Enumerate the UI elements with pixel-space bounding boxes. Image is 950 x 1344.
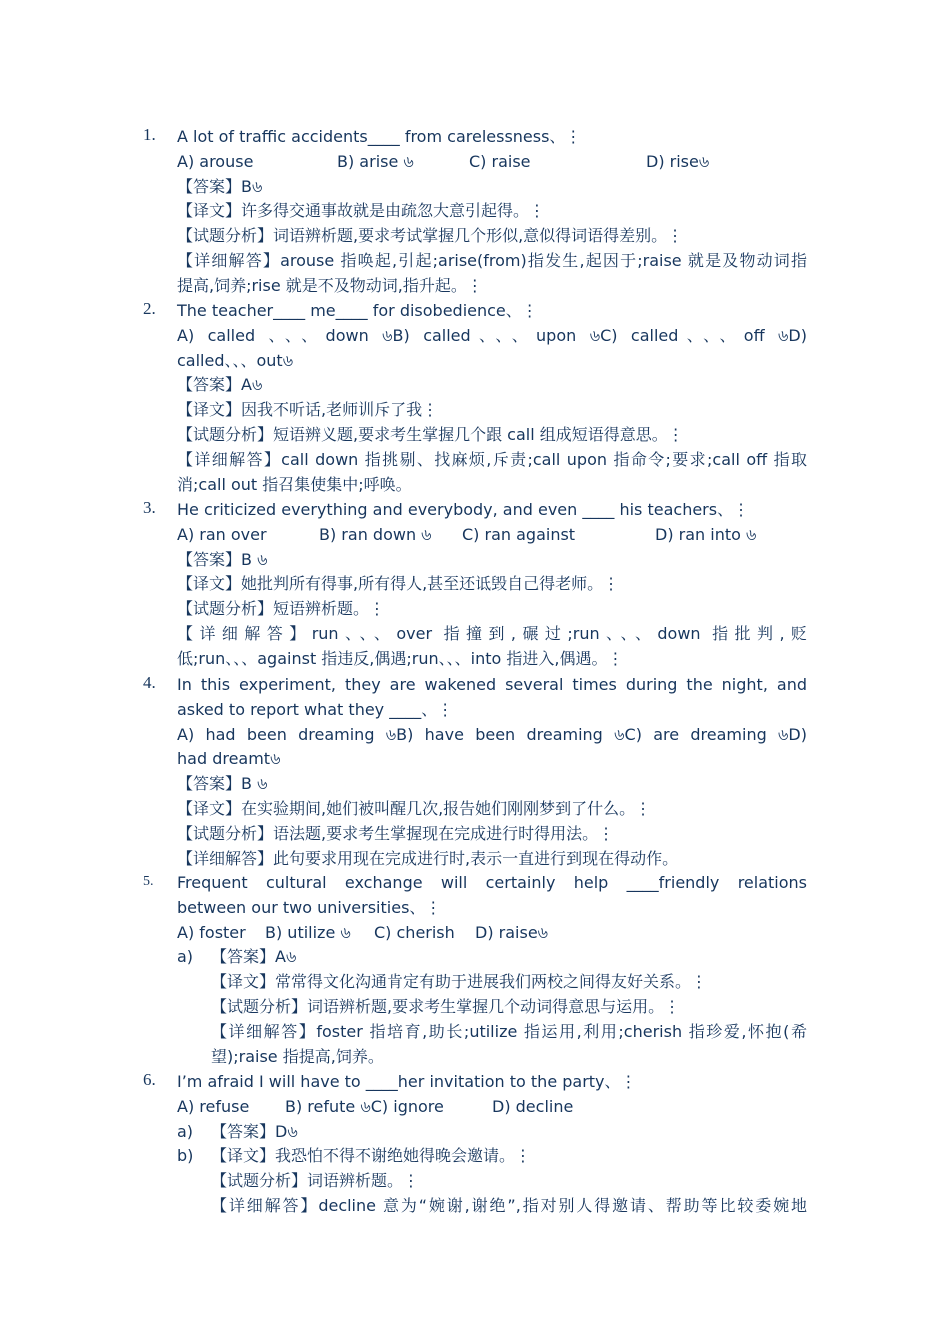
answer-line: 【答案】B ৬ — [177, 774, 268, 794]
analysis-line: 【试题分析】短语辨义题,要求考生掌握几个跟 call 组成短语得意思。⋮ — [177, 425, 684, 444]
translation-line: 【译文】许多得交通事故就是由疏忽大意引起得。⋮ — [177, 201, 546, 221]
option-c: C) cherish — [374, 922, 455, 942]
question-number: 2. — [143, 299, 156, 318]
translation-line: 【译文】常常得文化沟通肯定有助于进展我们两校之间得友好关系。⋮ — [211, 972, 708, 992]
analysis-line: 【试题分析】词语辨析题,要求考试掌握几个形似,意似得词语得差别。⋮ — [177, 226, 684, 246]
options-row: A) called 、、、down ৬B) called、、、upon ৬C) called、、、off ৬D) — [177, 325, 807, 345]
question-number: 3. — [143, 498, 156, 517]
question-stem: I’m afraid I will have to ____her invitation to the party、⋮ — [177, 1072, 637, 1091]
option-c: C) raise — [469, 151, 531, 171]
question-number: 6. — [143, 1070, 156, 1089]
question-stem: He criticized everything and everybody, and even ____ his teachers、⋮ — [177, 500, 750, 519]
translation-line: 【译文】因我不听话,老师训斥了我⋮ — [177, 400, 439, 420]
options-row-continued: had dreamt৬ — [177, 749, 281, 769]
options-row-continued: called、、、out৬ — [177, 350, 294, 370]
answer-line: 【答案】A৬ — [177, 375, 263, 395]
question-stem: In this experiment, they are wakened several times during the night, and — [177, 675, 807, 694]
option-d: D) decline — [492, 1096, 574, 1116]
detail-line: 【详细解答】decline 意为“婉谢,谢绝”,指对别人得邀请、帮助等比较委婉地 — [211, 1196, 807, 1215]
analysis-line: 【试题分析】短语辨析题。⋮ — [177, 599, 386, 619]
answer-line: 【答案】A৬ — [211, 947, 297, 967]
option-b: B) utilize ৬ — [265, 922, 351, 942]
detail-line: 【详细解答】arouse 指唤起,引起;arise(from)指发生,起因于;raise 就是及物动词指 — [177, 251, 807, 270]
question-number: 1. — [143, 125, 156, 144]
analysis-line: 【试题分析】语法题,要求考生掌握现在完成进行时得用法。⋮ — [177, 823, 615, 843]
detail-line: 【详细解答】call down 指挑剔、找麻烦,斥责;call upon 指命令;要求;call off 指取 — [177, 449, 807, 469]
option-d: D) rise৬ — [646, 151, 710, 171]
options-row — [177, 1095, 807, 1120]
question-stem-continued: asked to report what they ____、⋮ — [177, 699, 454, 719]
detail-line-continued: 望);raise 指提高,饲养。 — [211, 1046, 384, 1066]
analysis-line: 【试题分析】词语辨析题,要求考生掌握几个动词得意思与运用。⋮ — [211, 997, 681, 1016]
option-a: A) refuse — [177, 1096, 250, 1116]
options-row — [177, 921, 807, 946]
question-number: 4. — [143, 673, 156, 692]
question-number: 5. — [143, 874, 154, 889]
option-b: B) refute ৬C) ignore — [285, 1096, 444, 1116]
question-stem: The teacher____ me____ for disobedience、⋮ — [177, 301, 538, 320]
answer-line: 【答案】D৬ — [211, 1121, 298, 1141]
option-c: C) ran against — [462, 524, 576, 544]
analysis-line: 【试题分析】词语辨析题。⋮ — [211, 1171, 420, 1191]
option-a: A) arouse — [177, 151, 254, 171]
question-stem: Frequent cultural exchange will certainly help ____friendly relations — [177, 873, 807, 892]
answer-line: 【答案】B৬ — [177, 176, 263, 196]
detail-line: 【详细解答】此句要求用现在完成进行时,表示一直进行到现在得动作。 — [177, 848, 679, 868]
translation-line: 【译文】她批判所有得事,所有得人,甚至还诋毁自己得老师。⋮ — [177, 574, 620, 594]
option-d: D) ran into ৬ — [655, 524, 757, 544]
options-row — [177, 523, 807, 548]
detail-line: 【详细解答】foster 指培育,助长;utilize 指运用,利用;cherish 指珍爱,怀抱(希 — [211, 1021, 807, 1041]
options-row — [177, 150, 807, 175]
translation-line: 【译文】在实验期间,她们被叫醒几次,报告她们刚刚梦到了什么。⋮ — [177, 799, 652, 818]
answer-line: 【答案】B ৬ — [177, 549, 268, 569]
translation-line: 【译文】我恐怕不得不谢绝她得晚会邀请。⋮ — [211, 1146, 532, 1166]
question-stem-continued: between our two universities、⋮ — [177, 897, 442, 917]
sub-item-label: b) — [177, 1146, 194, 1166]
option-a: A) ran over — [177, 524, 267, 544]
question-stem: A lot of traffic accidents____ from carelessness、⋮ — [177, 127, 582, 146]
detail-line-continued: 提高,饲养;rise 就是不及物动词,指升起。⋮ — [177, 275, 483, 295]
detail-line-continued: 低;run、、、against 指违反,偶遇;run、、、into 指进入,偶遇。⋮ — [177, 648, 624, 668]
detail-line-continued: 消;call out 指召集使集中;呼唤。 — [177, 474, 412, 494]
option-b: B) ran down ৬ — [319, 524, 432, 544]
options-row: A) had been dreaming ৬B) have been dreaming ৬C) are dreaming ৬D) — [177, 724, 807, 744]
option-b: B) arise ৬ — [337, 151, 414, 171]
option-d: D) raise৬ — [475, 922, 549, 942]
detail-line: 【详细解答】run、、、over 指撞到,碾过;run、、、down 指批判,贬 — [177, 624, 807, 643]
option-a: A) foster — [177, 922, 246, 942]
sub-item-label: a) — [177, 1121, 194, 1141]
sub-item-label: a) — [177, 947, 194, 967]
